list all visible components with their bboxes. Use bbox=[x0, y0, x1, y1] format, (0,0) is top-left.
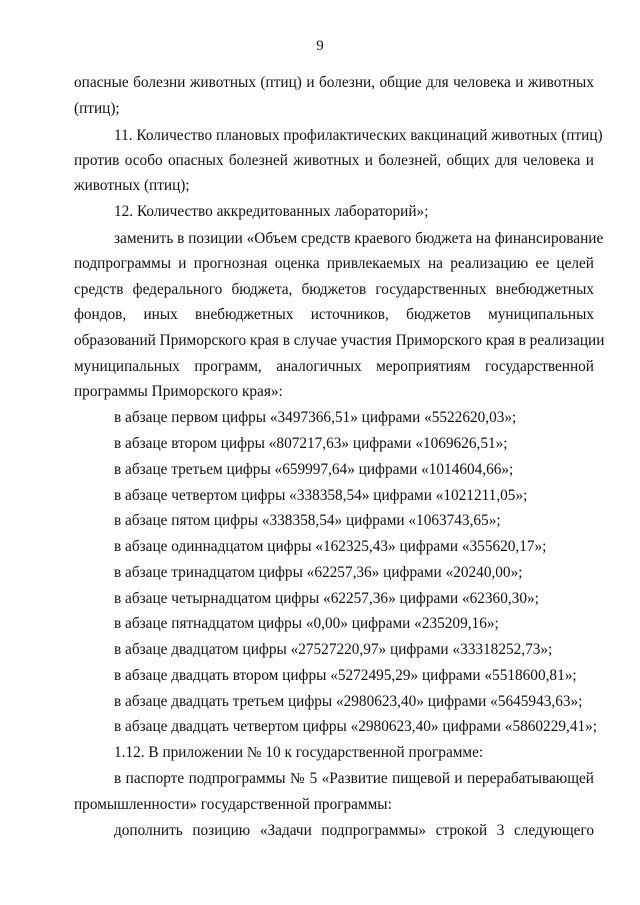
text-line: 12. Количество аккредитованных лабораторий»; bbox=[114, 203, 429, 220]
change-item: в абзаце двадцатом цифры «27527220,97» цифрами «33318252,73»; bbox=[114, 641, 553, 658]
text-line: программы Приморского края»: bbox=[74, 383, 283, 400]
change-item: в абзаце двадцать четвертом цифры «2980623,40» цифрами «5860229,41»; bbox=[114, 718, 598, 735]
change-item: в абзаце двадцать третьем цифры «2980623,40» цифрами «5645943,63»; bbox=[114, 693, 583, 710]
change-item: в абзаце четырнадцатом цифры «62257,36» цифрами «62360,30»; bbox=[114, 590, 539, 607]
text-line: средств федерального бюджета, бюджетов государственных внебюджетных bbox=[74, 281, 594, 298]
text-line: (птиц); bbox=[74, 100, 120, 117]
change-item: в абзаце пятом цифры «338358,54» цифрами «1063743,65»; bbox=[114, 512, 501, 529]
text-line: 1.12. В приложении № 10 к государственной программе: bbox=[114, 744, 484, 761]
change-item: в абзаце тринадцатом цифры «62257,36» цифрами «20240,00»; bbox=[114, 564, 523, 581]
text-line: образований Приморского края в случае участия Приморского края в реализации bbox=[74, 332, 605, 349]
text-line: опасные болезни животных (птиц) и болезни, общие для человека и животных bbox=[74, 74, 594, 91]
text-line: дополнить позицию «Задачи подпрограммы» строкой 3 следующего bbox=[114, 822, 594, 839]
text-line: фондов, иных внебюджетных источников, бюджетов муниципальных bbox=[74, 306, 594, 323]
change-item: в абзаце одиннадцатом цифры «162325,43» цифрами «355620,17»; bbox=[114, 538, 547, 555]
text-line: в паспорте подпрограммы № 5 «Развитие пищевой и перерабатывающей bbox=[114, 770, 594, 787]
change-item: в абзаце первом цифры «3497366,51» цифрами «5522620,03»; bbox=[114, 409, 517, 426]
change-item: в абзаце пятнадцатом цифры «0,00» цифрами «235209,16»; bbox=[114, 615, 499, 632]
change-item: в абзаце третьем цифры «659997,64» цифрами «1014604,66»; bbox=[114, 461, 514, 478]
text-line: промышленности» государственной программы: bbox=[74, 796, 392, 813]
text-line: муниципальных программ, аналогичных мероприятиям государственной bbox=[74, 358, 594, 375]
text-line: подпрограммы и прогнозная оценка привлекаемых на реализацию ее целей bbox=[74, 255, 594, 272]
change-item: в абзаце втором цифры «807217,63» цифрами «1069626,51»; bbox=[114, 435, 508, 452]
text-line: против особо опасных болезней животных и болезней, общих для человека и bbox=[74, 152, 594, 169]
page-number: 9 bbox=[316, 38, 324, 54]
change-item: в абзаце четвертом цифры «338358,54» цифрами «1021211,05»; bbox=[114, 487, 528, 504]
text-line: 11. Количество плановых профилактических вакцинаций животных (птиц) bbox=[114, 127, 603, 144]
change-item: в абзаце двадцать втором цифры «5272495,29» цифрами «5518600,81»; bbox=[114, 667, 577, 684]
text-line: животных (птиц); bbox=[74, 177, 190, 194]
text-line: заменить в позиции «Объем средств краевого бюджета на финансирование bbox=[114, 230, 604, 247]
